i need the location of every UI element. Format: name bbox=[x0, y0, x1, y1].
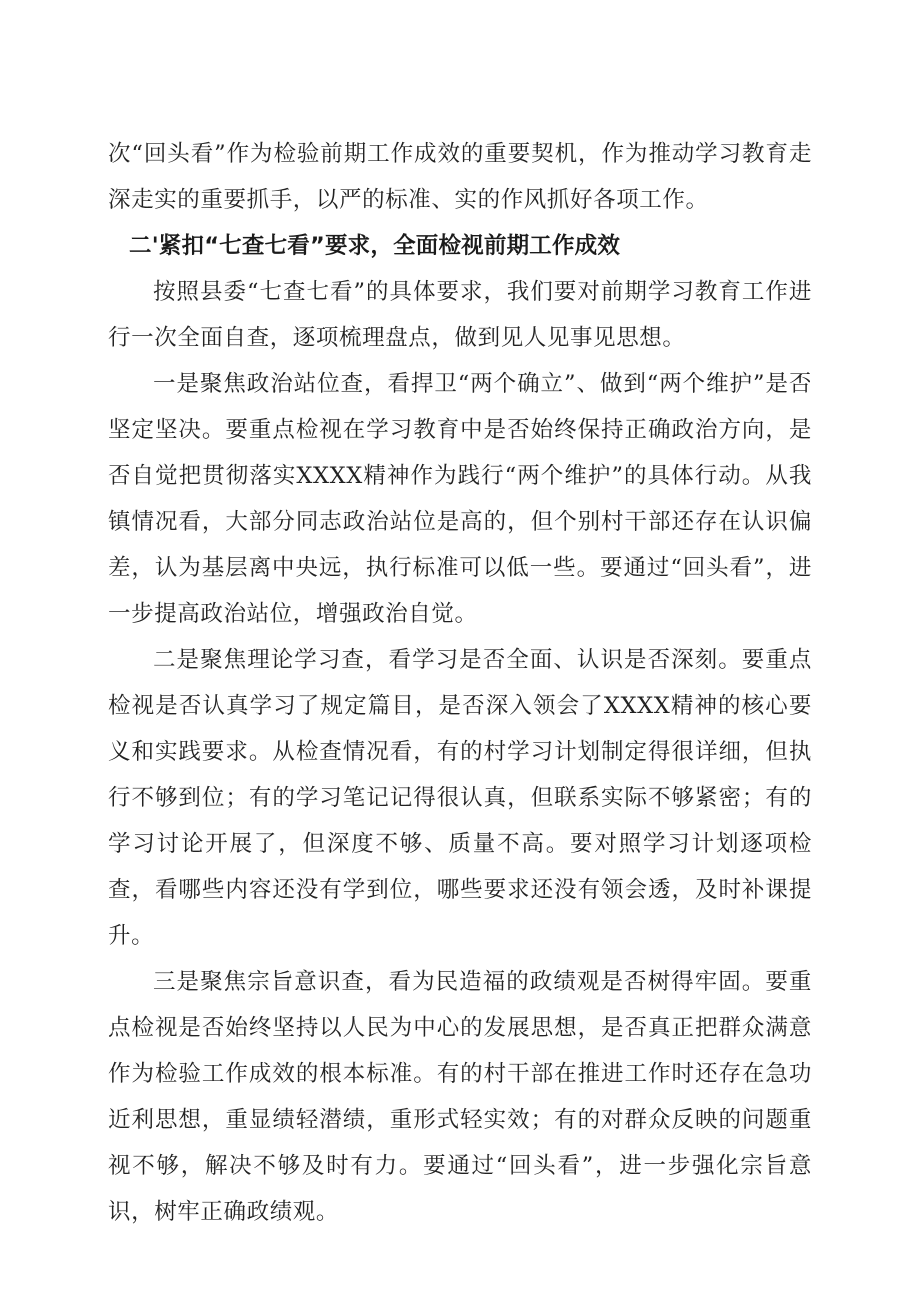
document-body bbox=[108, 131, 812, 1235]
body-paragraph: 二是聚焦理论学习查，看学习是否全面、认识是否深刻。要重点检视是否认真学习了规定篇目，是否深入领会了XXXX精神的核心要义和实践要求。从检查情况看，有的村学习计划制定得很详细，但执行不够到位；有的学习笔记记得很认真，但联系实际不够紧密；有的学习讨论开展了，但深度不够、质量不高。要对照学习计划逐项检查，看哪些内容还没有学到位，哪些要求还没有领会透，及时补课提升。 bbox=[108, 647, 812, 949]
body-paragraph: 按照县委“七查七看”的具体要求，我们要对前期学习教育工作进行一次全面自查，逐项梳理盘点，做到见人见事见思想。 bbox=[108, 279, 812, 351]
section-heading: 二'紧扣“七查七看”要求，全面检视前期工作成效 bbox=[129, 233, 621, 259]
intro-paragraph: 次“回头看”作为检验前期工作成效的重要契机，作为推动学习教育走深走实的重要抓手，以严的标准、实的作风抓好各项工作。 bbox=[108, 141, 812, 213]
body-paragraph: 三是聚焦宗旨意识查，看为民造福的政绩观是否树得牢固。要重点检视是否始终坚持以人民为中心的发展思想，是否真正把群众满意作为检验工作成效的根本标准。有的村干部在推进工作时还存在急功近利思想，重显绩轻潜绩，重形式轻实效；有的对群众反映的问题重视不够，解决不够及时有力。要通过“回头看”，进一步强化宗旨意识，树牢正确政绩观。 bbox=[108, 969, 812, 1225]
body-paragraph: 一是聚焦政治站位查，看捍卫“两个确立”、做到“两个维护”是否坚定坚决。要重点检视在学习教育中是否始终保持正确政治方向，是否自觉把贯彻落实XXXX精神作为践行“两个维护”的具体行动。从我镇情况看，大部分同志政治站位是高的，但个别村干部还存在认识偏差，认为基层离中央远，执行标准可以低一些。要通过“回头看”，进一步提高政治站位，增强政治自觉。 bbox=[108, 371, 812, 627]
